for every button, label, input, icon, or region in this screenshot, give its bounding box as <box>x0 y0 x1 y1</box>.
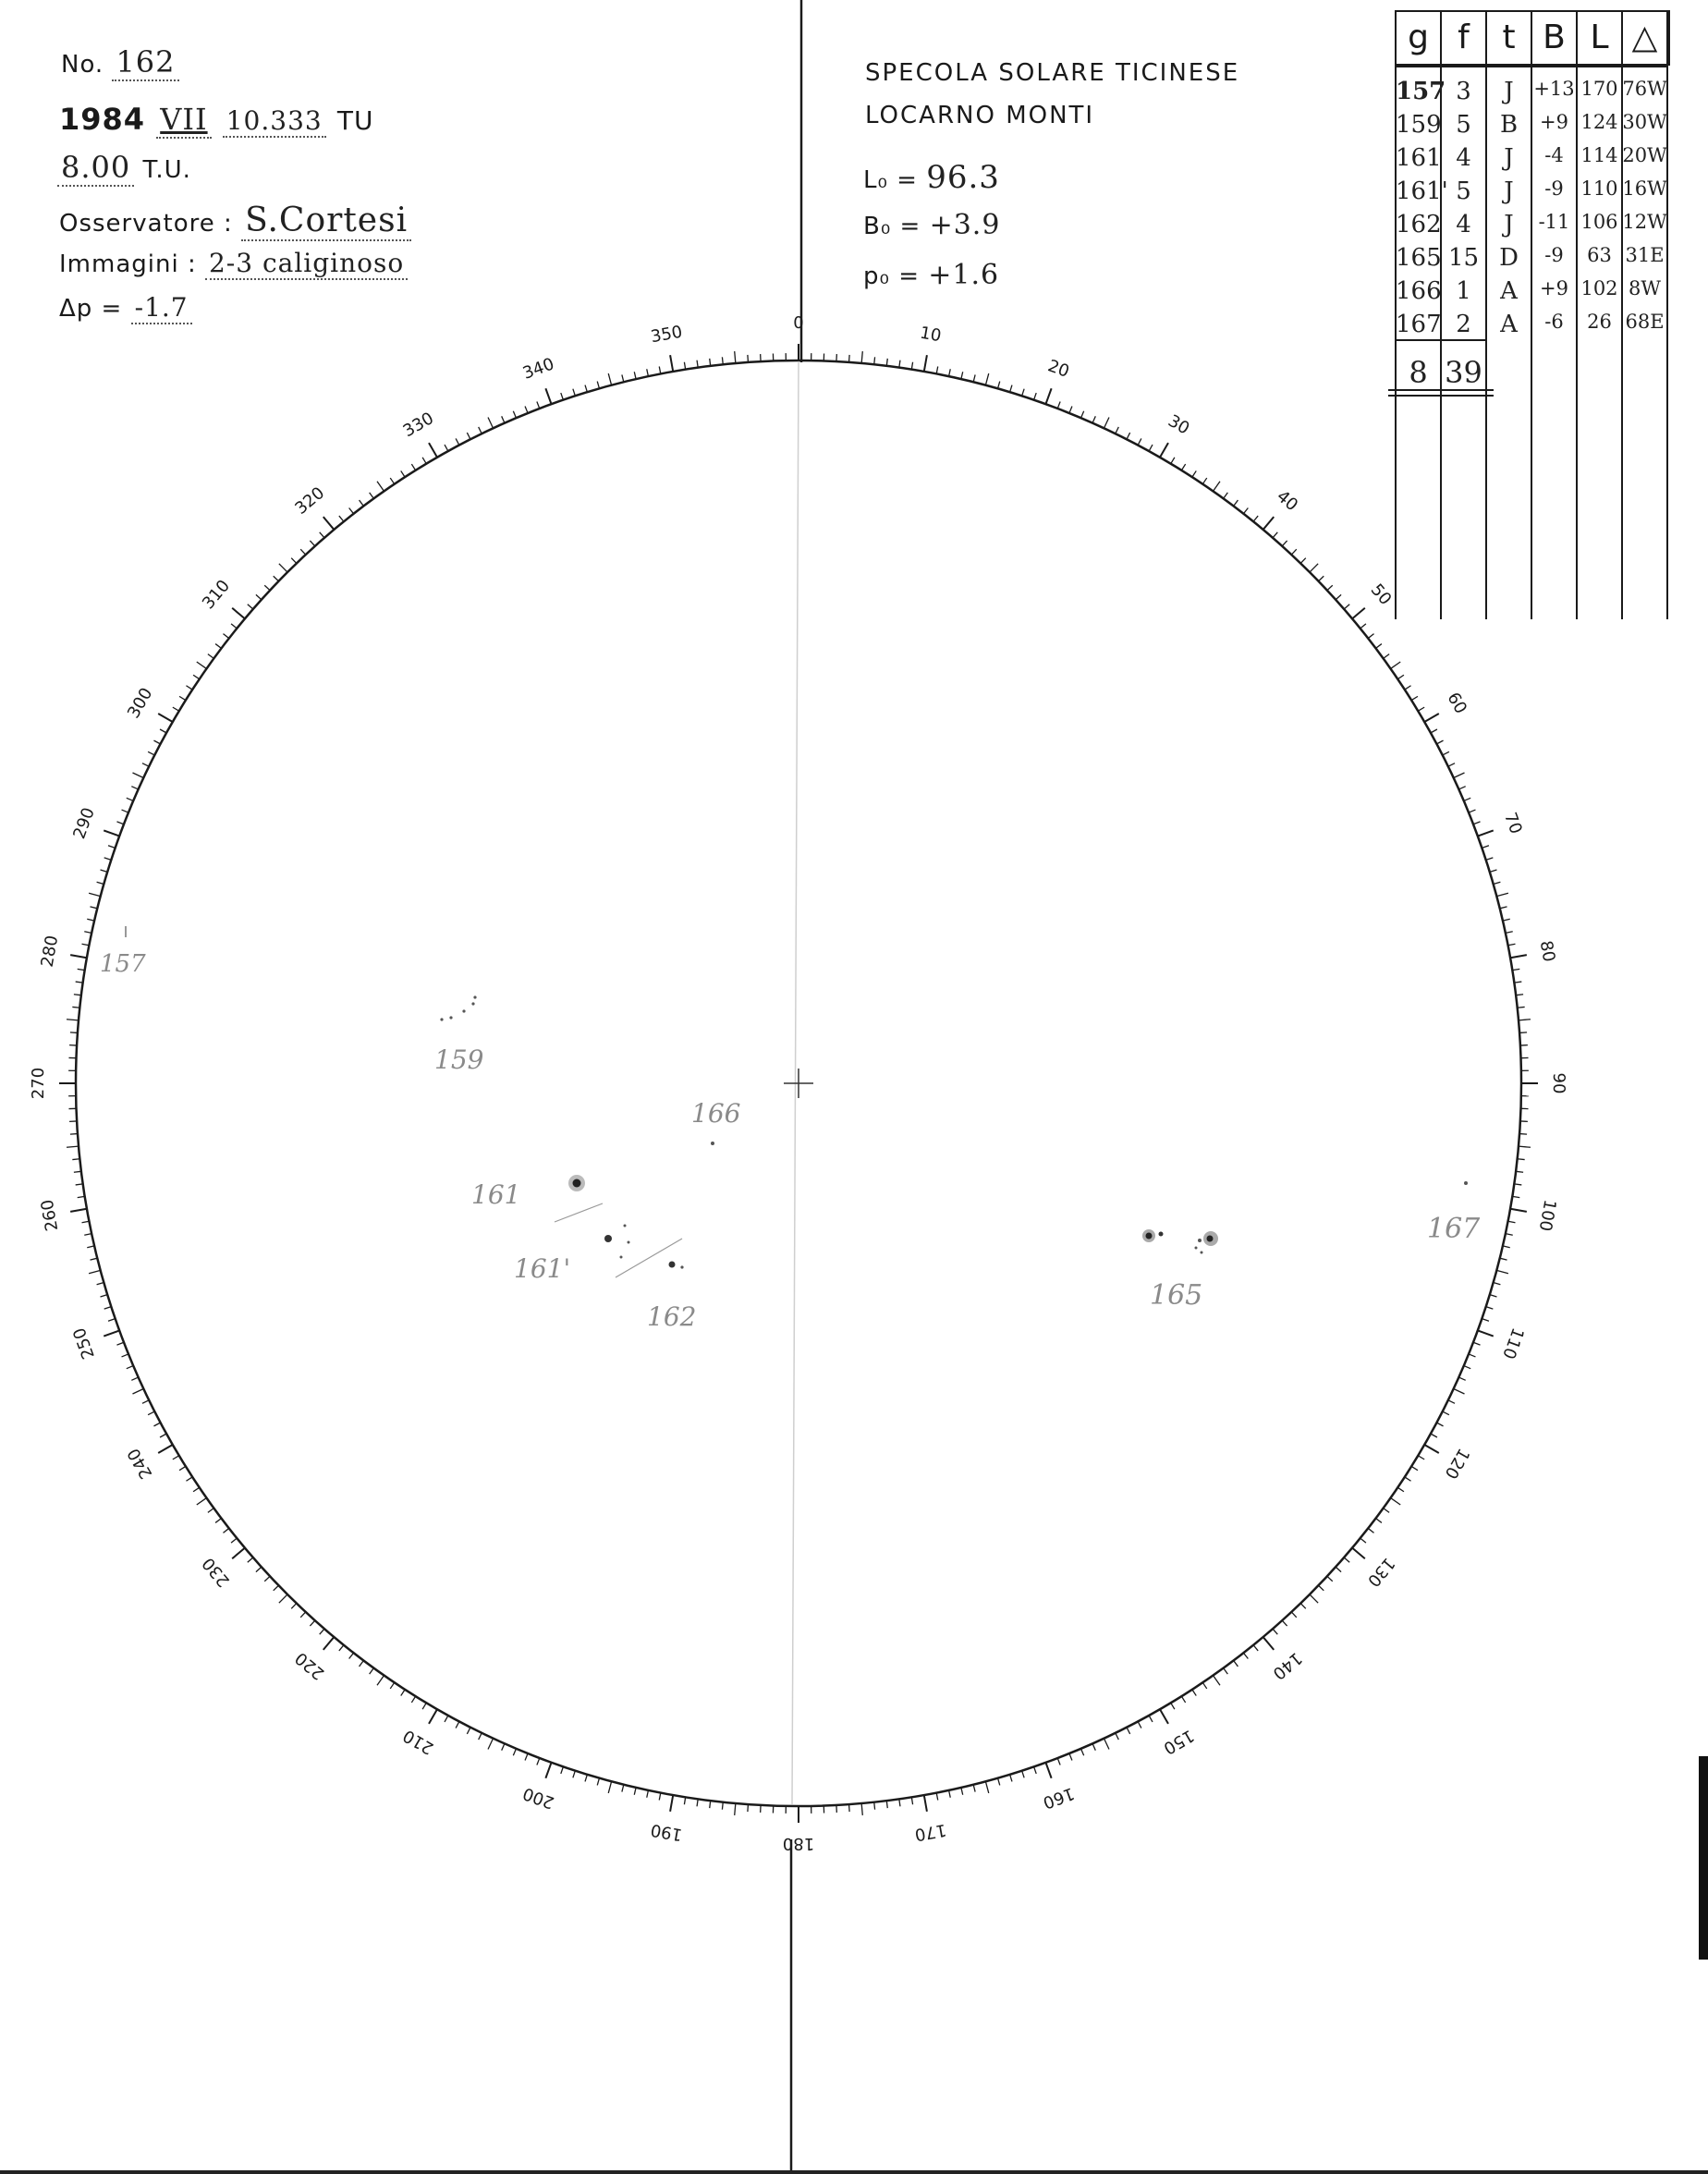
table-cell-delta: 12W <box>1622 211 1667 233</box>
scale-tick <box>924 1795 927 1812</box>
ephemeris-B0-value: +3.9 <box>929 209 1001 241</box>
table-total-spots: 39 <box>1445 355 1482 390</box>
scale-label: 220 <box>291 1647 329 1684</box>
scale-label: 0 <box>793 313 804 333</box>
scale-label: 180 <box>782 1834 815 1853</box>
table-cell-b: -11 <box>1538 211 1570 233</box>
ephemeris-P0-value: +1.6 <box>928 259 1000 291</box>
table-cell-f: 5 <box>1456 111 1471 139</box>
time-value: 8.00 <box>57 150 134 187</box>
table-cell-t: J <box>1504 211 1514 238</box>
scale-label: 230 <box>198 1553 235 1591</box>
table-cell-g: 166 <box>1396 277 1442 305</box>
scale-label: 250 <box>69 1325 99 1362</box>
scale-tick <box>1160 443 1168 458</box>
ephemeris-L0 <box>863 159 1000 196</box>
group-label-167: 167 <box>1427 1213 1481 1245</box>
date-year: 1984 <box>59 102 146 137</box>
scale-tick <box>985 373 988 385</box>
scale-tick <box>608 373 611 385</box>
table-cell-t: D <box>1499 244 1519 272</box>
scale-label: 110 <box>1498 1325 1528 1362</box>
table-cell-delta: 31E <box>1625 244 1665 266</box>
group-label-157: 157 <box>100 950 146 978</box>
scale-tick <box>1424 1445 1439 1453</box>
table-cell-g: 161' <box>1396 177 1448 205</box>
observatory-title <box>865 52 1239 137</box>
table-cell-b: -9 <box>1544 244 1564 266</box>
scale-label: 10 <box>918 323 943 347</box>
table-header-f: f <box>1458 18 1470 56</box>
date-suffix: TU <box>336 105 374 136</box>
scale-label: 330 <box>399 409 437 442</box>
scale-tick <box>1352 608 1365 619</box>
scale-tick <box>197 662 207 668</box>
record-number <box>61 44 179 79</box>
table-cell-delta: 76W <box>1622 78 1667 100</box>
scale-label: 100 <box>1534 1198 1560 1233</box>
scale-tick <box>1263 517 1275 530</box>
scale-tick <box>104 1330 119 1336</box>
group-label-166: 166 <box>691 1098 741 1129</box>
ephemeris-B0 <box>863 209 1000 241</box>
scale-tick <box>985 1781 988 1793</box>
scan-edge-mark <box>1699 1756 1708 1960</box>
table-cell-t: B <box>1499 111 1519 139</box>
date-line <box>59 102 373 137</box>
scale-label: 60 <box>1443 689 1471 717</box>
table-cell-f: 3 <box>1456 78 1471 105</box>
table-cell-f: 4 <box>1456 211 1471 238</box>
table-cell-l: 110 <box>1580 177 1618 200</box>
table-header-L: L <box>1590 18 1609 56</box>
table-cell-l: 124 <box>1580 111 1618 133</box>
table-cell-f: 15 <box>1447 244 1480 272</box>
table-header-delta: △ <box>1631 18 1658 56</box>
scale-tick <box>1391 662 1401 668</box>
table-cell-b: -4 <box>1544 144 1564 166</box>
scale-label: 150 <box>1160 1725 1198 1758</box>
scale-label: 190 <box>649 1819 684 1845</box>
table-cell-f: 2 <box>1456 311 1471 338</box>
table-cell-g: 161 <box>1396 144 1442 172</box>
scale-label: 260 <box>37 1198 63 1233</box>
ephemeris-L0-value: 96.3 <box>926 159 1000 196</box>
scale-tick <box>1510 1209 1527 1212</box>
table-cell-delta: 8W <box>1629 277 1661 299</box>
table-cell-g: 157 <box>1396 78 1446 105</box>
table-total-groups: 8 <box>1409 355 1428 390</box>
table-header-B: B <box>1543 18 1566 56</box>
scale-tick <box>1510 955 1527 958</box>
group-label-161-prime: 161' <box>514 1253 571 1284</box>
scale-label: 170 <box>913 1819 948 1845</box>
table-cell-g: 167 <box>1396 311 1442 338</box>
scale-tick <box>429 443 437 458</box>
scale-tick <box>67 1146 79 1147</box>
scale-label: 50 <box>1366 580 1396 609</box>
scale-tick <box>545 1763 551 1778</box>
scale-tick <box>429 1709 437 1724</box>
scale-tick <box>861 1803 862 1815</box>
scale-tick <box>1160 1709 1168 1724</box>
observer-value: S.Cortesi <box>241 202 411 241</box>
table-cell-delta: 30W <box>1622 111 1667 133</box>
time-line <box>57 150 191 185</box>
group-label-162: 162 <box>647 1301 697 1332</box>
scale-label: 20 <box>1044 356 1072 382</box>
scale-label: 310 <box>198 576 235 614</box>
scale-tick <box>132 1388 143 1393</box>
scale-label: 70 <box>1500 810 1526 837</box>
table-header-g: g <box>1408 18 1429 56</box>
images-label: Immagini : <box>59 250 197 278</box>
scale-label: 300 <box>124 684 157 722</box>
scale-tick <box>1478 830 1494 836</box>
scale-label: 120 <box>1440 1445 1473 1483</box>
table-cell-delta: 16W <box>1622 177 1667 200</box>
table-cell-l: 63 <box>1587 244 1612 266</box>
scale-tick <box>132 773 143 777</box>
table-cell-b: +9 <box>1540 277 1568 299</box>
scale-tick <box>232 608 245 619</box>
ephemeris-P0-label: p₀ = <box>863 263 920 290</box>
time-suffix: T.U. <box>142 156 191 184</box>
scale-tick <box>197 1498 207 1505</box>
table-cell-b: -9 <box>1544 177 1564 200</box>
scale-tick <box>1045 1763 1051 1778</box>
images-line <box>59 248 408 278</box>
scale-tick <box>377 482 384 492</box>
table-cell-t: A <box>1500 277 1518 305</box>
table-cell-delta: 68E <box>1625 311 1665 333</box>
scale-tick <box>377 1676 384 1686</box>
scale-tick <box>1454 1388 1465 1393</box>
scale-tick <box>1214 482 1220 492</box>
scale-tick <box>70 955 87 958</box>
date-day: 10.333 <box>223 105 326 138</box>
scale-label: 80 <box>1535 939 1559 964</box>
scale-label: 210 <box>399 1725 437 1758</box>
scale-tick <box>608 1781 611 1793</box>
scale-tick <box>1104 417 1108 428</box>
scale-label: 130 <box>1362 1553 1399 1591</box>
observatory-line-1: SPECOLA SOLARE TICINESE <box>865 59 1240 87</box>
table-cell-b: +13 <box>1533 78 1575 100</box>
sunspot-marks <box>126 926 1468 1277</box>
group-label-159: 159 <box>434 1044 484 1075</box>
scale-tick <box>89 1270 101 1273</box>
delta-p-line <box>59 292 192 323</box>
table-cell-b: +9 <box>1540 111 1568 133</box>
scale-tick <box>1454 773 1465 777</box>
scale-tick <box>924 355 927 372</box>
ephemeris-B0-label: B₀ = <box>863 213 921 240</box>
scale-tick <box>1424 714 1439 722</box>
scale-tick <box>545 388 551 404</box>
scale-tick <box>1391 1498 1401 1505</box>
scale-label: 160 <box>1040 1783 1078 1813</box>
scale-label: 270 <box>29 1067 48 1100</box>
scale-tick <box>1310 564 1318 572</box>
scale-label: 40 <box>1273 486 1302 516</box>
scale-tick <box>158 714 173 722</box>
table-cell-l: 114 <box>1580 144 1618 166</box>
scale-tick <box>1496 893 1508 896</box>
scale-tick <box>323 517 335 530</box>
scale-tick <box>89 893 101 896</box>
table-cell-f: 4 <box>1456 144 1471 172</box>
table-cell-f: 5 <box>1456 177 1471 205</box>
delta-p-label: Δp = <box>59 295 123 323</box>
scale-label: 140 <box>1268 1647 1306 1684</box>
scale-tick <box>1478 1330 1494 1336</box>
group-label-161: 161 <box>471 1179 521 1210</box>
delta-p-value: -1.7 <box>131 292 192 324</box>
table-cell-l: 106 <box>1580 211 1618 233</box>
ephemeris-P0 <box>863 259 999 291</box>
scale-label: 90 <box>1549 1072 1568 1094</box>
scale-tick <box>488 1739 493 1750</box>
scale-tick <box>1519 1146 1531 1147</box>
scale-tick <box>1352 1548 1365 1559</box>
ephemeris-L0-label: L₀ = <box>863 166 918 194</box>
scale-tick <box>70 1209 87 1212</box>
observatory-line-2: LOCARNO MONTI <box>865 102 1095 129</box>
scale-label: 350 <box>649 322 684 348</box>
table-cell-t: J <box>1504 144 1514 172</box>
scan-bottom-edge <box>0 2170 1708 2174</box>
table-header-t: t <box>1502 18 1516 56</box>
table-cell-l: 26 <box>1587 311 1612 333</box>
scale-tick <box>279 1594 287 1603</box>
table-cell-f: 1 <box>1456 277 1471 305</box>
scale-label: 290 <box>69 804 99 842</box>
table-cell-g: 162 <box>1396 211 1442 238</box>
scale-label: 240 <box>124 1445 157 1483</box>
scale-tick <box>158 1445 173 1453</box>
scale-label: 340 <box>519 354 557 384</box>
table-cell-l: 102 <box>1580 277 1618 299</box>
scale-tick <box>1104 1739 1108 1750</box>
scale-tick <box>1214 1676 1220 1686</box>
scale-tick <box>735 1803 736 1815</box>
scale-tick <box>1045 388 1051 404</box>
scale-tick <box>1310 1594 1318 1603</box>
scale-tick <box>232 1548 245 1559</box>
scale-label: 280 <box>37 934 63 969</box>
record-number-value: 162 <box>112 44 178 81</box>
table-cell-t: J <box>1504 78 1514 105</box>
observer-line <box>59 202 411 239</box>
images-value: 2-3 caliginoso <box>205 248 408 280</box>
scale-tick <box>670 1795 673 1812</box>
date-month: VII <box>156 102 211 139</box>
table-cell-g: 165 <box>1396 244 1442 272</box>
table-cell-l: 170 <box>1580 78 1618 100</box>
scale-tick <box>1263 1637 1275 1650</box>
record-number-label: No. <box>61 51 104 79</box>
table-cell-delta: 20W <box>1622 144 1667 166</box>
table-cell-b: -6 <box>1544 311 1564 333</box>
scale-tick <box>279 564 287 572</box>
scale-label: 30 <box>1165 410 1193 439</box>
scale-tick <box>488 417 493 428</box>
observer-label: Osservatore : <box>59 210 233 238</box>
group-label-165: 165 <box>1150 1279 1203 1312</box>
scale-tick <box>104 830 119 836</box>
scale-tick <box>1496 1270 1508 1273</box>
table-cell-g: 159 <box>1396 111 1442 139</box>
scale-tick <box>861 351 862 363</box>
scale-tick <box>670 355 673 372</box>
scale-tick <box>735 351 736 363</box>
table-cell-t: A <box>1500 311 1518 338</box>
scale-label: 320 <box>291 482 329 519</box>
scale-label: 200 <box>519 1783 557 1813</box>
scale-tick <box>323 1637 335 1650</box>
table-cell-t: J <box>1504 177 1514 205</box>
